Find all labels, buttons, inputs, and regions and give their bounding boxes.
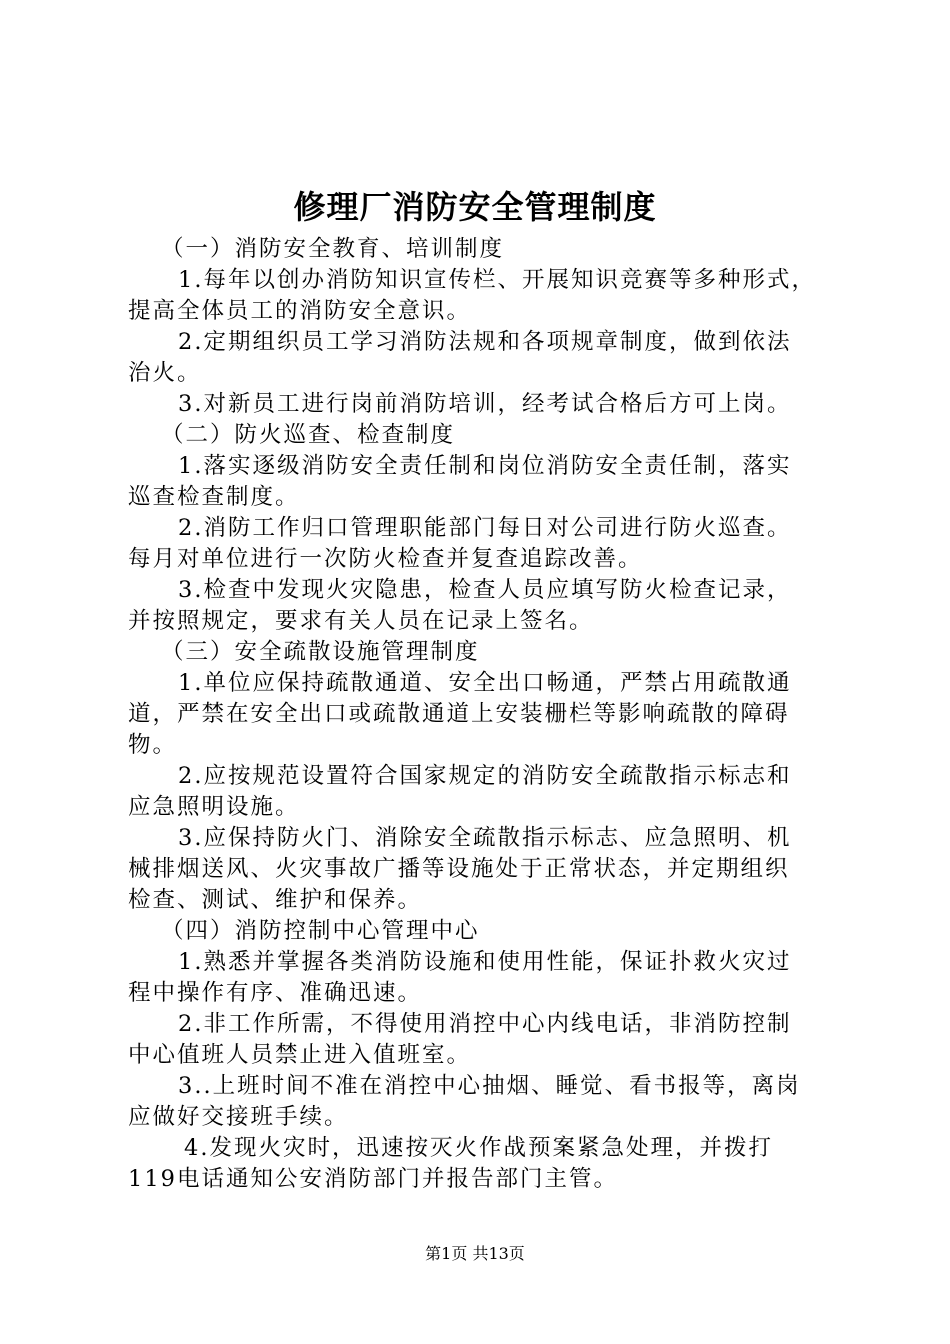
paragraph-line: 2.非工作所需，不得使用消控中心内线电话，非消防控制 [178, 1011, 792, 1037]
paragraph-line: 1.每年以创办消防知识宣传栏、开展知识竞赛等多种形式， [178, 267, 816, 293]
paragraph-line: 检查、测试、维护和保养。 [128, 887, 423, 913]
paragraph-line: 道，严禁在安全出口或疏散通道上安装栅栏等影响疏散的障碍 [128, 701, 790, 727]
paragraph-line: 3.检查中发现火灾隐患，检查人员应填写防火检查记录， [178, 577, 792, 603]
paragraph-line: 2.消防工作归口管理职能部门每日对公司进行防火巡查。 [178, 515, 792, 541]
paragraph-line: 1.单位应保持疏散通道、安全出口畅通，严禁占用疏散通 [178, 670, 792, 696]
paragraph-line: 2.定期组织员工学习消防法规和各项规章制度，做到依法 [178, 329, 792, 355]
paragraph-line: 程中操作有序、准确迅速。 [128, 980, 423, 1006]
paragraph-line: 械排烟送风、火灾事故广播等设施处于正常状态，并定期组织 [128, 856, 790, 882]
paragraph-line: 物。 [128, 732, 178, 758]
paragraph-line: 治火。 [128, 360, 202, 386]
paragraph-line: 2.应按规范设置符合国家规定的消防安全疏散指示标志和 [178, 763, 792, 789]
paragraph-line: 应做好交接班手续。 [128, 1104, 349, 1130]
paragraph-line: 119电话通知公安消防部门并报告部门主管。 [128, 1166, 618, 1192]
section-heading: （四）消防控制中心管理中心 [161, 918, 480, 944]
paragraph-line: 每月对单位进行一次防火检查并复查追踪改善。 [128, 546, 643, 572]
section-heading: （三）安全疏散设施管理制度 [161, 639, 480, 665]
page-footer: 第1页 共13页 [425, 1244, 525, 1263]
paragraph-line: 中心值班人员禁止进入值班室。 [128, 1042, 472, 1068]
paragraph-line: 3.对新员工进行岗前消防培训，经考试合格后方可上岗。 [178, 391, 792, 417]
section-heading: （一）消防安全教育、培训制度 [161, 236, 505, 262]
document-title: 修理厂消防安全管理制度 [293, 188, 657, 226]
paragraph-line: 应急照明设施。 [128, 794, 300, 820]
paragraph-line: 1.熟悉并掌握各类消防设施和使用性能，保证扑救火灾过 [178, 949, 792, 975]
paragraph-line: 巡查检查制度。 [128, 484, 300, 510]
paragraph-line: 4.发现火灾时，迅速按灭火作战预案紧急处理，并拨打 [184, 1135, 773, 1161]
paragraph-line: 1.落实逐级消防安全责任制和岗位消防安全责任制，落实 [178, 453, 792, 479]
section-heading: （二）防火巡查、检查制度 [161, 422, 456, 448]
paragraph-line: 3..上班时间不准在消控中心抽烟、睡觉、看书报等，离岗 [178, 1073, 801, 1099]
paragraph-line: 3.应保持防火门、消除安全疏散指示标志、应急照明、机 [178, 825, 792, 851]
paragraph-line: 提高全体员工的消防安全意识。 [128, 298, 472, 324]
document-body [128, 234, 838, 1195]
paragraph-line: 并按照规定，要求有关人员在记录上签名。 [128, 608, 594, 634]
